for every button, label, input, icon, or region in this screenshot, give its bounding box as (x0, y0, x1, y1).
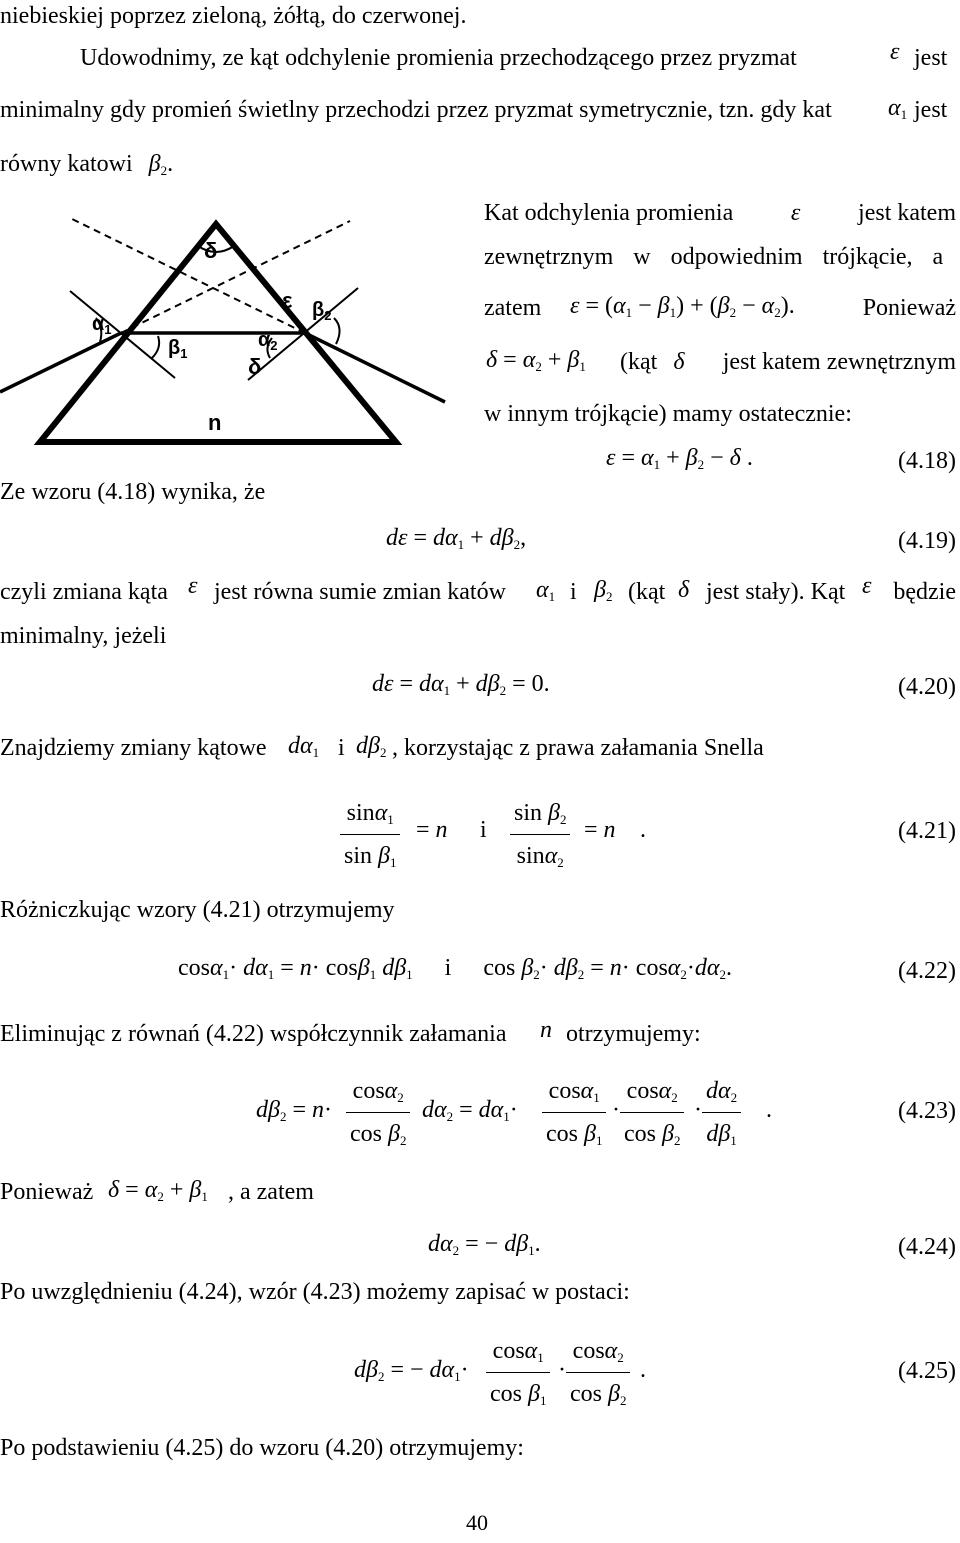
label-epsilon: ε (282, 288, 293, 313)
paragraph-line: niebieskiej poprzez zieloną, żółtą, do czerwonej. (0, 3, 467, 29)
dashed-extension-2 (70, 218, 305, 333)
equation-number: (4.25) (898, 1358, 956, 1384)
paragraph-line: , korzystając z prawa załamania Snella (392, 735, 764, 761)
paragraph-line (80, 46, 797, 70)
label-delta-mid: δ (248, 354, 262, 379)
text: równy katowi (0, 151, 133, 177)
paragraph-line: będzie (893, 579, 956, 605)
paragraph-line: i (338, 735, 345, 761)
paragraph-line: w innym trójkącie) mamy ostatecznie: (484, 401, 852, 427)
equation-4-18: $\varepsilon = \alpha_1 + \beta_2 - \delta$ . (606, 445, 753, 472)
symbol-dalpha1: $d\alpha_1$ (288, 733, 320, 760)
text: (kąt (620, 349, 658, 375)
text: zewnętrznym w odpowiednim trójkącie, a (484, 244, 944, 270)
equals-n: = n (584, 817, 616, 843)
label-delta-top: δ (204, 238, 218, 263)
fraction-cos-alpha2-over-cos-beta2-c: cosα$_2$ $\cos \beta_2$ (566, 1338, 630, 1409)
paragraph-line: Kat odchylenia promienia ε jest katem (484, 200, 956, 226)
equation-delta-inline-2: $\delta = \alpha_2 + \beta_1$ (108, 1177, 208, 1204)
symbol-epsilon: ε (862, 573, 872, 599)
fraction-sin-alpha1-over-sin-beta1: sinα$_1$ $\sin \beta_1$ (340, 800, 400, 871)
paragraph-line: Ze wzoru (4.18) wynika, że (0, 479, 266, 505)
dot: · (612, 1097, 620, 1123)
text: jest katem (858, 200, 956, 226)
equation-number: (4.24) (898, 1234, 956, 1260)
paragraph-line: otrzymujemy: (566, 1021, 701, 1047)
equation-4-20: $d\varepsilon = d\alpha_1 + d\beta_2 = 0$. (372, 671, 550, 698)
fraction-cos-alpha1-over-cos-beta1: cosα$_1$ $\cos \beta_1$ (542, 1078, 606, 1149)
paragraph-line: Ponieważ (862, 295, 956, 321)
prism-figure (0, 196, 450, 458)
eq23-lhs: $d\beta_2 = n\cdot$ (256, 1097, 332, 1124)
fraction-dalpha2-over-dbeta1: $d\alpha_2$ $d\beta_1$ (702, 1078, 741, 1149)
emergent-ray (305, 333, 445, 402)
paragraph-line: jest (914, 45, 948, 71)
equation-epsilon-inline: $\varepsilon = (\alpha_1 - \beta_1) + (\beta_2 - \alpha_2)$. (570, 293, 795, 320)
text: Kat odchylenia promienia (484, 200, 734, 226)
equation-number: (4.23) (898, 1098, 956, 1124)
paragraph-line: jest równa sumie zmian katów (214, 579, 506, 605)
paragraph-line: jest stały). Kąt (706, 579, 846, 605)
angle-arc-beta2 (334, 318, 340, 344)
equation-4-22: $\cos\alpha_1\cdot d\alpha_1 = n\cdot \cos\beta_1$ $d\beta_1$ i $\cos \beta_2\cdot d\beta_2 = n\cdot \cos\alpha_2\cdot d\alpha_2$. (178, 955, 733, 982)
label-n: n (208, 410, 222, 435)
symbol-beta2: $\beta_2$ (594, 577, 613, 604)
label-alpha1: $\alpha_1$ (92, 313, 112, 337)
paragraph-line: Po podstawieniu (4.25) do wzoru (4.20) otrzymujemy: (0, 1435, 524, 1461)
equation-number: (4.21) (898, 818, 956, 844)
paragraph-line: Znajdziemy zmiany kątowe (0, 735, 267, 761)
paragraph-line: , a zatem (228, 1179, 314, 1205)
period: . (640, 817, 646, 843)
period: . (766, 1097, 772, 1123)
paragraph-line: minimalny, jeżeli (0, 623, 167, 649)
page-number: 40 (466, 1510, 488, 1535)
paragraph-line: Różniczkując wzory (4.21) otrzymujemy (0, 897, 395, 923)
equation-4-24: $d\alpha_2$ = − $d\beta_1$. (428, 1231, 541, 1258)
paragraph-line: (kąt δ (620, 349, 685, 375)
dot: · (558, 1357, 566, 1383)
paragraph-line: jest (914, 97, 948, 123)
symbol-n: n (540, 1017, 552, 1043)
symbol-dbeta2: $d\beta_2$ (356, 733, 387, 760)
fraction-cos-alpha2-over-cos-beta2: cosα$_2$ $\cos \beta_2$ (346, 1078, 410, 1149)
paragraph-line: Ponieważ (0, 1179, 94, 1205)
equation-delta-inline: $\delta = \alpha_2 + \beta_1$ (486, 347, 586, 374)
conjunction: i (480, 817, 487, 843)
equation-4-19: $d\varepsilon = d\alpha_1 + d\beta_2$, (386, 525, 527, 552)
label-alpha2: $\alpha_2$ (258, 329, 278, 353)
angle-arc-beta1 (152, 336, 159, 358)
paragraph-line: (kąt (628, 579, 666, 605)
symbol-alpha1: $\alpha_1$ (888, 95, 908, 122)
paragraph-line (484, 244, 956, 271)
symbol-alpha1: $\alpha_1$ (536, 577, 556, 604)
dot: · (694, 1097, 702, 1123)
paragraph-line: czyli zmiana kąta (0, 579, 168, 605)
equation-number: (4.18) (898, 448, 956, 474)
symbol-epsilon: ε (890, 39, 900, 65)
period: . (640, 1357, 646, 1383)
text: zatem (484, 295, 542, 321)
paragraph-line: jest katem zewnętrznym (722, 349, 956, 375)
equation-number: (4.22) (898, 958, 956, 984)
fraction-cos-alpha1-over-cos-beta1-b: cosα$_1$ $\cos \beta_1$ (486, 1338, 550, 1409)
equation-number: (4.20) (898, 674, 956, 700)
label-beta2: $\beta_2$ (312, 299, 332, 323)
paragraph-line (484, 296, 541, 320)
equation-number: (4.19) (898, 528, 956, 554)
fraction-sin-beta2-over-sin-alpha2: $\sin \beta_2$ sinα$_2$ (510, 800, 570, 871)
eq23-mid: $d\alpha_2 = d\alpha_1\cdot$ (422, 1097, 518, 1124)
paragraph-line: równy katowi $\beta_2$. (0, 151, 174, 178)
symbol-delta: δ (678, 577, 690, 603)
paragraph-line: minimalny gdy promień świetlny przechodzi przez pryzmat symetrycznie, tzn. gdy kat (0, 97, 832, 123)
fraction-cos-alpha2-over-cos-beta2-b: cosα$_2$ $\cos \beta_2$ (620, 1078, 684, 1149)
label-beta1: $\beta_1$ (168, 337, 188, 361)
equals-n: = n (416, 817, 448, 843)
text: Udowodnimy, ze kąt odchylenie promienia przechodzącego przez pryzmat (80, 45, 797, 71)
eq25-lhs: $d\beta_2$ = − $d\alpha_1\cdot$ (354, 1357, 469, 1384)
paragraph-line: Po uwzględnieniu (4.24), wzór (4.23) możemy zapisać w postaci: (0, 1279, 630, 1305)
paragraph-line: i (570, 579, 577, 605)
paragraph-line: Eliminując z równań (4.22) współczynnik załamania (0, 1021, 507, 1047)
symbol-epsilon: ε (188, 573, 198, 599)
